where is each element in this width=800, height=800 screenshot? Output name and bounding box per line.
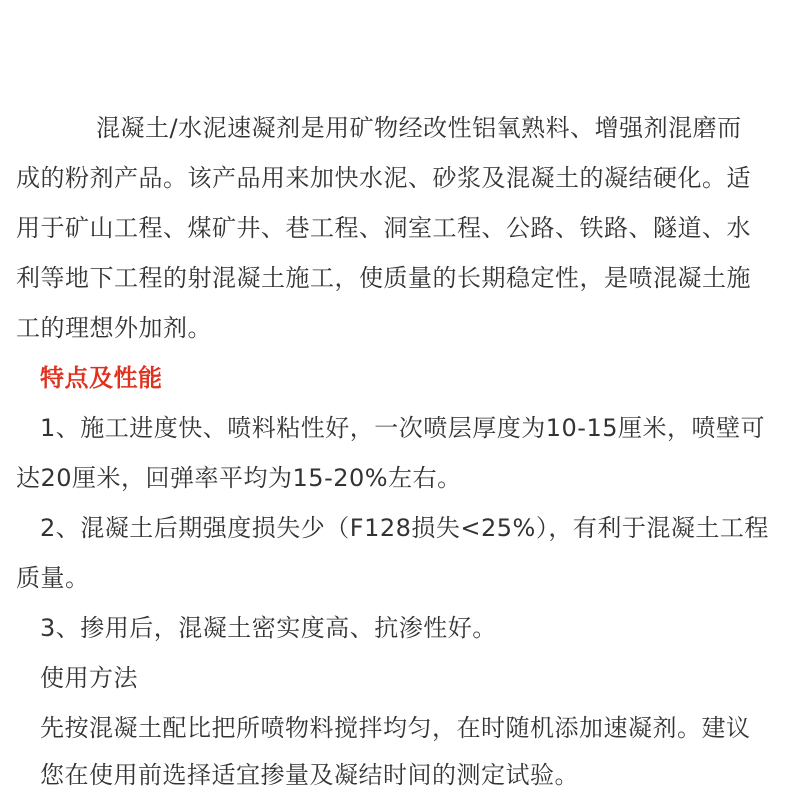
feature-item-line: 3、掺用后，混凝土密实度高、抗渗性好。 [40,614,497,642]
intro-line: 利等地下工程的射混凝土施工，使质量的长期稳定性，是喷混凝土施 [16,264,751,292]
usage-heading: 使用方法 [40,664,138,692]
intro-line: 成的粉剂产品。该产品用来加快水泥、砂浆及混凝土的凝结硬化。适 [16,164,751,192]
features-heading: 特点及性能 [40,364,163,392]
intro-line: 混凝土/水泥速凝剂是用矿物经改性铝氧熟料、增强剂混磨而 [96,114,742,142]
feature-item-line: 质量。 [16,564,90,592]
feature-item-line: 2、混凝土后期强度损失少（F128损失<25%），有利于混凝土工程 [40,514,769,542]
feature-item-line: 达20厘米，回弹率平均为15-20%左右。 [16,464,462,492]
intro-line: 工的理想外加剂。 [16,314,212,342]
usage-line: 您在使用前选择适宜掺量及凝结时间的测定试验。 [40,761,579,789]
usage-line: 先按混凝土配比把所喷物料搅拌均匀，在时随机添加速凝剂。建议 [40,714,751,742]
feature-item-line: 1、施工进度快、喷料粘性好，一次喷层厚度为10-15厘米，喷壁可 [40,414,766,442]
intro-line: 用于矿山工程、煤矿井、巷工程、洞室工程、公路、铁路、隧道、水 [16,214,751,242]
